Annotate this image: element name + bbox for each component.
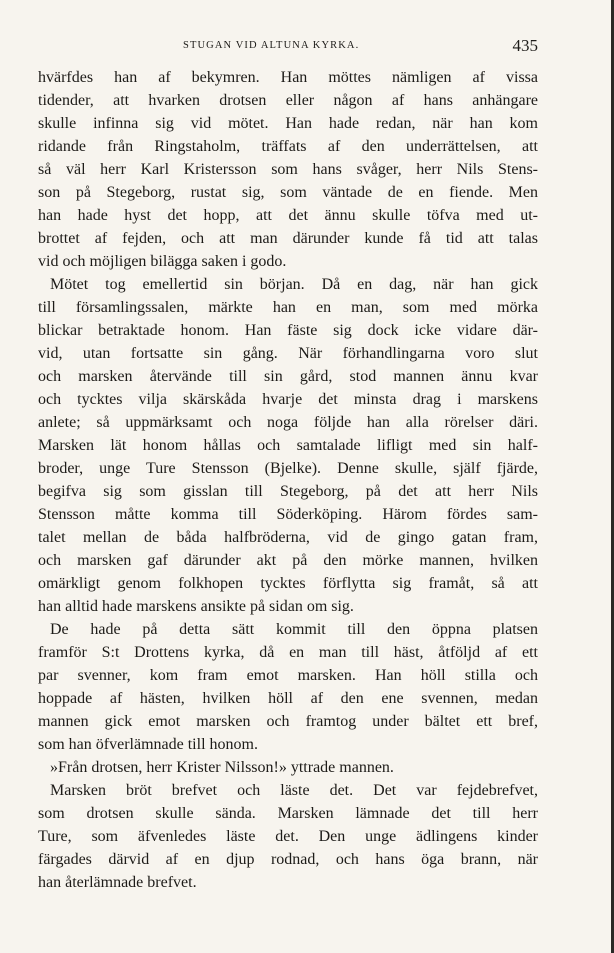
text-line: par svenner, kom fram emot marsken. Han höll stilla och (38, 667, 538, 684)
paragraph-end-line: han återlämnade brefvet. (38, 874, 197, 891)
text-line: färgades därvid af en djup rodnad, och hans öga brann, när (38, 851, 538, 868)
paragraph-end-line: vid och möjligen bilägga saken i godo. (38, 253, 287, 270)
text-line: talet mellan de båda halfbröderna, vid de gingo gatan fram, (38, 529, 538, 546)
text-line: Stensson måtte komma till Söderköping. Härom fördes sam- (38, 506, 538, 523)
body-text (38, 66, 538, 894)
text-line: till församlingssalen, märkte han en man, som med mörka (38, 299, 538, 316)
paragraph-start-line: Mötet tog emellertid sin början. Då en dag, när han gick (50, 276, 538, 293)
text-line: vid, utan fortsatte sin gång. När förhandlingarna voro slut (38, 345, 538, 362)
paragraph-start-line: De hade på detta sätt kommit till den öppna platsen (50, 621, 538, 638)
text-line: tidender, att hvarken drotsen eller någon af hans anhängare (38, 92, 538, 109)
text-line: mannen gick emot marsken och framtog under bältet ett bref, (38, 713, 538, 730)
text-line: som drotsen skulle sända. Marsken lämnade det till herr (38, 805, 538, 822)
text-line: och marsken gaf därunder akt på den mörke mannen, hvilken (38, 552, 538, 569)
text-line: broder, unge Ture Stensson (Bjelke). Denne skulle, själf fjärde, (38, 460, 538, 477)
text-line: och marsken återvände till sin gård, stod mannen ännu kvar (38, 368, 538, 385)
text-line: son på Stegeborg, rustat sig, som väntade de en fiende. Men (38, 184, 538, 201)
dialogue-line: »Från drotsen, herr Krister Nilsson!» yttrade mannen. (50, 759, 394, 776)
text-line: hvärfdes han af bekymren. Han möttes nämligen af vissa (38, 69, 538, 86)
running-title: STUGAN VID ALTUNA KYRKA. (183, 40, 360, 51)
text-line: och tycktes vilja skärskåda hvarje det minsta drag i marskens (38, 391, 538, 408)
text-line: omärkligt genom folkhopen tycktes förflytta sig framåt, så att (38, 575, 538, 592)
text-line: anlete; så uppmärksamt och noga följde han alla rörelser däri. (38, 414, 538, 431)
text-line: framför S:t Drottens kyrka, då en man till häst, åtföljd af ett (38, 644, 538, 661)
text-line: ridande från Ringstaholm, träffats af den underrättelsen, att (38, 138, 538, 155)
page-number: 435 (512, 36, 538, 55)
text-line: han hade hyst det hopp, att det ännu skulle töfva med ut- (38, 207, 538, 224)
text-line: Ture, som äfvenledes läste det. Den unge ädlingens kinder (38, 828, 538, 845)
text-line: skulle infinna sig vid mötet. Han hade redan, när han kom (38, 115, 538, 132)
text-line: blickar betraktade honom. Han fäste sig dock icke vidare där- (38, 322, 538, 339)
text-line: Marsken lät honom hållas och samtalade lifligt med sin half- (38, 437, 538, 454)
paragraph-end-line: som han öfverlämnade till honom. (38, 736, 258, 753)
text-line: så väl herr Karl Kristersson som hans svåger, herr Nils Stens- (38, 161, 538, 178)
text-line: hoppade af hästen, hvilken höll af den ene svennen, medan (38, 690, 538, 707)
page-header (38, 36, 538, 58)
paragraph-end-line: han alltid hade marskens ansikte på sidan om sig. (38, 598, 354, 615)
text-line: begifva sig som gisslan till Stegeborg, på det att herr Nils (38, 483, 538, 500)
paragraph-start-line: Marsken bröt brefvet och läste det. Det var fejdebrefvet, (50, 782, 538, 799)
text-line: brottet af fejden, och att man därunder kunde få tid att talas (38, 230, 538, 247)
